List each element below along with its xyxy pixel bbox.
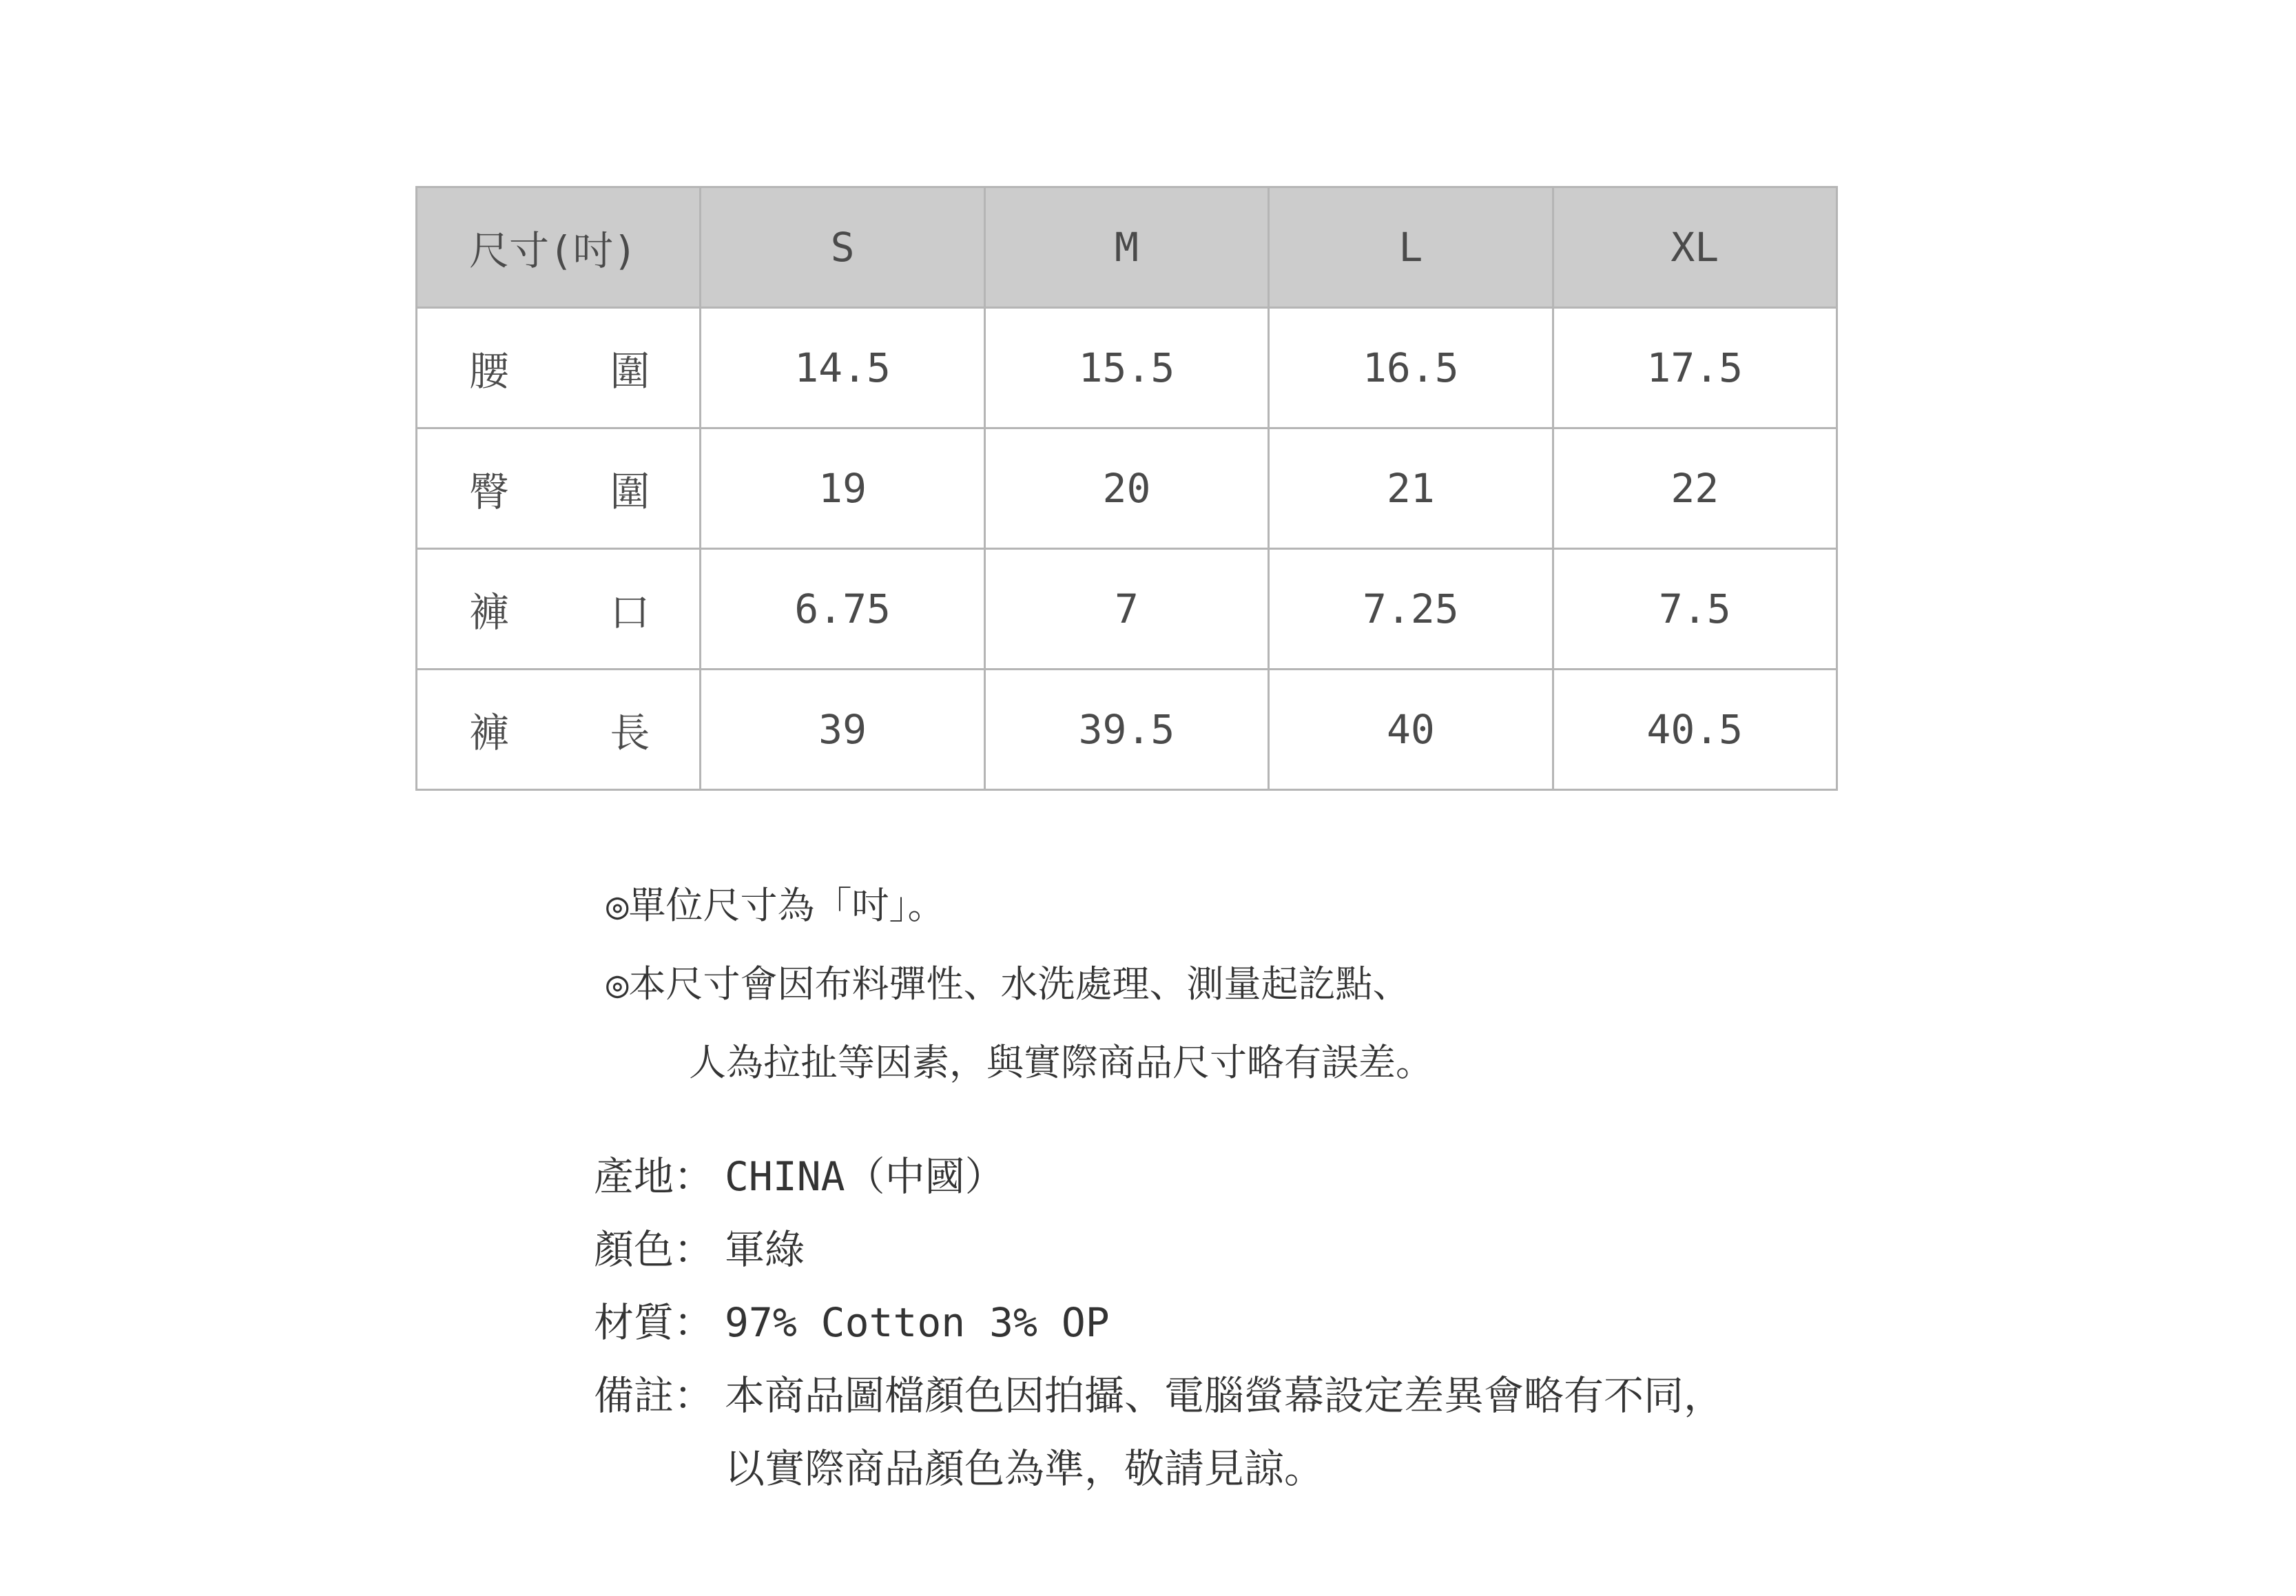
size-s-header: S [701,187,984,308]
table-cell: 39 [701,670,984,790]
material-value: 97% Cotton 3% OP [725,1299,1110,1346]
table-cell: 39.5 [984,670,1268,790]
size-m-header: M [984,187,1268,308]
table-cell: 7.5 [1553,549,1837,670]
table-cell: 17.5 [1553,308,1837,428]
size-l-header: L [1269,187,1553,308]
remark-label: 備註： [594,1372,714,1419]
table-cell: 20 [984,428,1268,549]
note-tolerance-continued: 人為拉扯等因素，與實際商品尺寸略有誤差。 [689,1041,1433,1084]
table-cell: 40.5 [1553,670,1837,790]
info-origin [594,1140,1724,1213]
size-xl-header: XL [1553,187,1837,308]
note-unit: ◎單位尺寸為「吋」。 [606,884,945,927]
table-cell: 6.75 [701,549,984,670]
size-header-row [417,187,1837,308]
table-row-length [417,670,1837,790]
info-material [594,1286,1724,1359]
row-label-length: 褲 長 [417,670,701,790]
info-remark [594,1359,1724,1432]
table-cell: 19 [701,428,984,549]
table-cell: 16.5 [1269,308,1553,428]
size-chart-table [415,186,1838,791]
origin-label: 產地： [594,1153,714,1200]
color-value: 軍綠 [725,1226,805,1273]
table-row-waist [417,308,1837,428]
table-cell: 22 [1553,428,1837,549]
table-cell: 7 [984,549,1268,670]
table-row-leg-opening [417,549,1837,670]
row-label-hip: 臀 圍 [417,428,701,549]
row-label-waist: 腰 圍 [417,308,701,428]
material-label: 材質： [594,1299,714,1346]
table-cell: 14.5 [701,308,984,428]
info-remark-continued [594,1432,1724,1505]
size-unit-header: 尺寸(吋) [417,187,701,308]
product-info [594,1140,1724,1505]
table-cell: 21 [1269,428,1553,549]
table-cell: 40 [1269,670,1553,790]
table-row-hip [417,428,1837,549]
note-tolerance: ◎本尺寸會因布料彈性、水洗處理、測量起訖點、 [606,962,1410,1006]
color-label: 顏色： [594,1226,714,1273]
remark-value: 本商品圖檔顏色因拍攝、電腦螢幕設定差異會略有不同， [725,1372,1724,1419]
size-notes [606,867,1433,1102]
info-color [594,1213,1724,1286]
table-cell: 15.5 [984,308,1268,428]
table-cell: 7.25 [1269,549,1553,670]
remark-value-continued: 以實際商品顏色為準，敬請見諒。 [725,1445,1325,1492]
row-label-leg-opening: 褲 口 [417,549,701,670]
origin-value: CHINA（中國） [725,1153,1005,1200]
